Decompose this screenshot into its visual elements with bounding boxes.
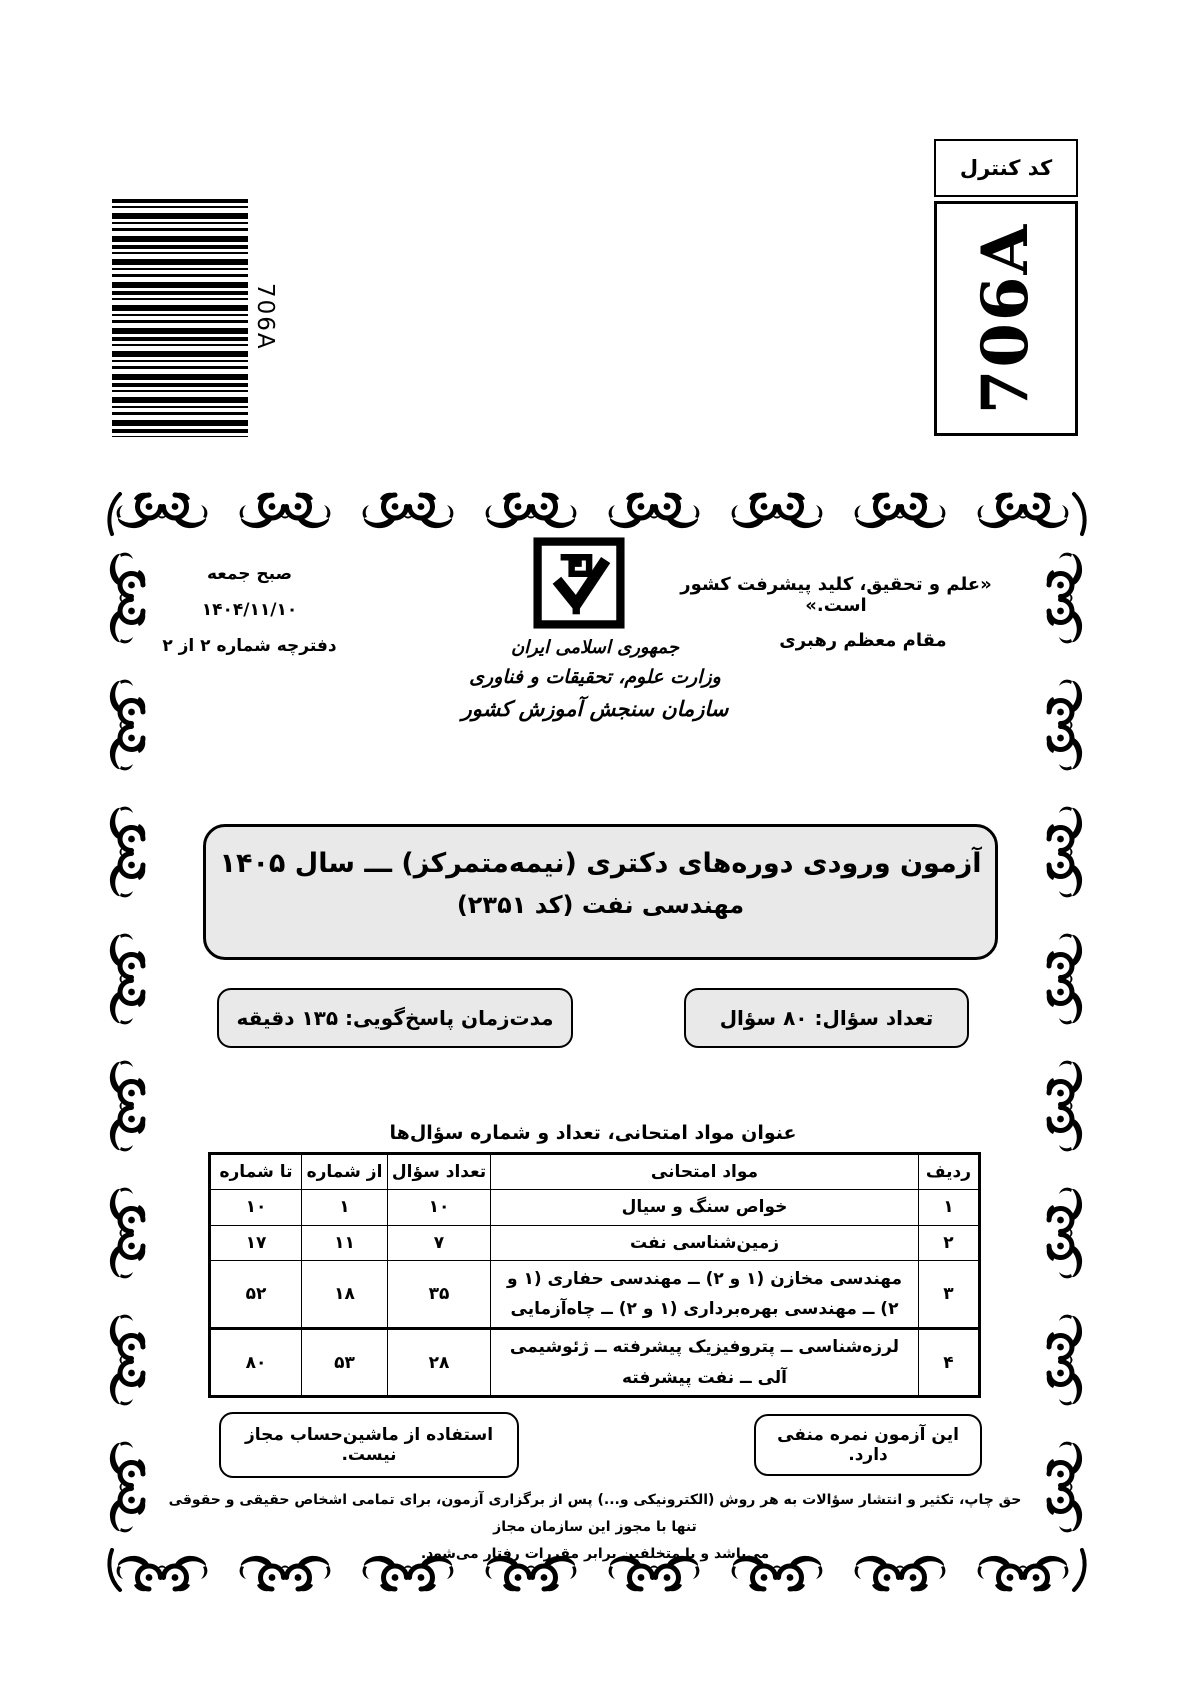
row-number-cell: ۴ bbox=[919, 1329, 980, 1397]
exam-subject: مهندسی نفت (کد ۲۳۵۱) bbox=[456, 891, 745, 919]
from-cell: ۱۸ bbox=[302, 1261, 388, 1329]
exam-date: ۱۴۰۴/۱۱/۱۰ bbox=[201, 600, 298, 620]
question-count-box bbox=[684, 988, 969, 1048]
booklet-number: دفترچه شماره ۲ از ۲ bbox=[162, 636, 337, 656]
copyright-notice bbox=[165, 1487, 1025, 1568]
row-number-cell: ۳ bbox=[919, 1261, 980, 1329]
control-code-label: کد کنترل bbox=[959, 156, 1053, 180]
subject-cell: مهندسی مخازن (۱ و ۲) ــ مهندسی حفاری (۱ و ۲) ــ مهندسی بهره‌برداری (۱ و ۲) ــ چاه‌آزمایی bbox=[491, 1261, 919, 1329]
leader-quote: «علم و تحقیق، کلید پیشرفت کشور است.» bbox=[680, 574, 992, 616]
session-label: صبح جمعه bbox=[206, 564, 293, 584]
sanjesh-logo bbox=[533, 537, 625, 629]
subject-cell: زمین‌شناسی نفت bbox=[491, 1225, 919, 1261]
to-cell: ۱۷ bbox=[210, 1225, 302, 1261]
to-cell: ۸۰ bbox=[210, 1329, 302, 1397]
duration-box bbox=[217, 988, 573, 1048]
calculator-notice bbox=[219, 1412, 519, 1478]
organization-block bbox=[440, 634, 750, 726]
table-title: عنوان مواد امتحانی، تعداد و شماره سؤال‌ها bbox=[389, 1122, 797, 1144]
negative-score-notice bbox=[754, 1414, 982, 1476]
col-header-row-number: ردیف bbox=[919, 1154, 980, 1190]
negative-score-label: این آزمون نمره منفی دارد. bbox=[777, 1425, 959, 1465]
table-row bbox=[210, 1329, 980, 1397]
copyright-line-1: حق چاپ، تکثیر و انتشار سؤالات به هر روش (الکترونیکی و...) پس از برگزاری آزمون، برای تمامی اشخاص حقیقی و حقوقی تنها با مجوز این سازمان مجاز bbox=[168, 1492, 1022, 1535]
table-row bbox=[210, 1261, 980, 1329]
from-cell: ۱۱ bbox=[302, 1225, 388, 1261]
col-header-count: تعداد سؤال bbox=[388, 1154, 491, 1190]
count-cell: ۲۸ bbox=[388, 1329, 491, 1397]
col-header-subject: مواد امتحانی bbox=[491, 1154, 919, 1190]
table-row bbox=[210, 1225, 980, 1261]
ornamental-border-top bbox=[104, 489, 1090, 535]
org-line-country: جمهوری اسلامی ایران bbox=[510, 637, 680, 658]
row-number-cell: ۱ bbox=[919, 1190, 980, 1226]
table-row bbox=[210, 1190, 980, 1226]
table-header-row bbox=[210, 1154, 980, 1190]
control-code-label-box bbox=[934, 139, 1078, 197]
session-date-block bbox=[152, 556, 347, 664]
barcode bbox=[112, 199, 248, 437]
row-number-cell: ۲ bbox=[919, 1225, 980, 1261]
ornamental-border-left bbox=[105, 542, 149, 1542]
exam-title-box bbox=[203, 824, 998, 960]
exam-title: آزمون ورودی دوره‌های دکتری (نیمه‌متمرکز) ـــ سال ۱۴۰۵ bbox=[219, 848, 982, 879]
calculator-label: استفاده از ماشین‌حساب مجاز نیست. bbox=[244, 1425, 494, 1465]
from-cell: ۵۳ bbox=[302, 1329, 388, 1397]
to-cell: ۵۲ bbox=[210, 1261, 302, 1329]
col-header-from: از شماره bbox=[302, 1154, 388, 1190]
exam-subjects-table bbox=[208, 1152, 981, 1398]
control-code-value-box bbox=[934, 201, 1078, 436]
col-header-to: تا شماره bbox=[210, 1154, 302, 1190]
control-code-value: 706A bbox=[968, 222, 1044, 415]
quote-attribution: مقام معظم رهبری bbox=[779, 630, 947, 651]
org-line-ministry: وزارت علوم، تحقیقات و فناوری bbox=[469, 666, 721, 688]
count-cell: ۷ bbox=[388, 1225, 491, 1261]
count-cell: ۳۵ bbox=[388, 1261, 491, 1329]
count-cell: ۱۰ bbox=[388, 1190, 491, 1226]
question-count-label: تعداد سؤال: ۸۰ سؤال bbox=[719, 1006, 934, 1030]
subject-cell: خواص سنگ و سیال bbox=[491, 1190, 919, 1226]
ornamental-border-right bbox=[1043, 542, 1087, 1542]
duration-label: مدت‌زمان پاسخ‌گویی: ۱۳۵ دقیقه bbox=[236, 1006, 554, 1030]
from-cell: ۱ bbox=[302, 1190, 388, 1226]
org-line-sanjesh: سازمان سنجش آموزش کشور bbox=[461, 697, 729, 721]
to-cell: ۱۰ bbox=[210, 1190, 302, 1226]
copyright-line-2: می‌باشد و با متخلفین برابر مقررات رفتار می‌شود. bbox=[420, 1546, 770, 1562]
barcode-label: 706A bbox=[252, 283, 278, 351]
subject-cell: لرزه‌شناسی ــ پتروفیزیک پیشرفته ــ ژئوشیمی آلی ــ نفت پیشرفته bbox=[491, 1329, 919, 1397]
